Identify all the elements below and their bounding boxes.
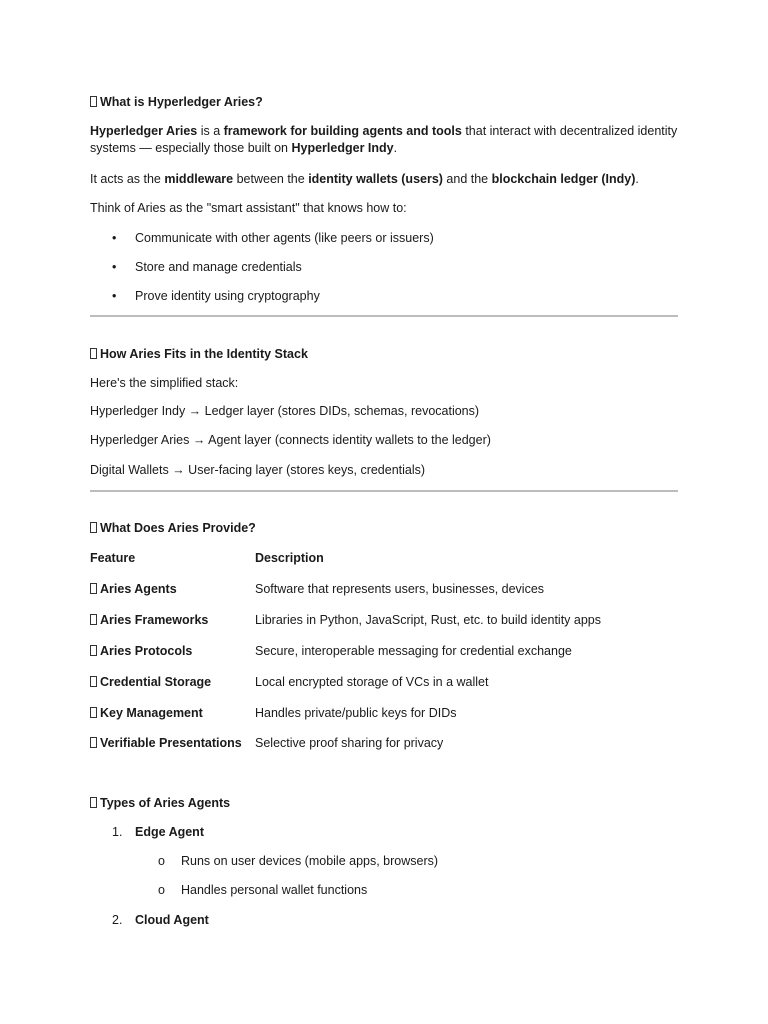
emoji-placeholder-icon — [90, 797, 97, 808]
section-heading-identity-stack: How Aries Fits in the Identity Stack — [90, 346, 680, 363]
table-row: Aries Agents Software that represents users, businesses, devices — [90, 581, 690, 599]
horizontal-divider — [90, 315, 678, 317]
numbered-item-edge-agent: 1. Edge Agent — [112, 825, 204, 839]
emoji-placeholder-icon — [90, 645, 97, 656]
section-heading-aries-provide: What Does Aries Provide? — [90, 520, 680, 537]
numbered-item-cloud-agent: 2. Cloud Agent — [112, 913, 209, 927]
table-row: Aries Frameworks Libraries in Python, JavaScript, Rust, etc. to build identity apps — [90, 612, 690, 630]
bullet-icon: • — [112, 260, 117, 274]
stack-line-aries: Hyperledger Aries → Agent layer (connects identity wallets to the ledger) — [90, 433, 491, 447]
emoji-placeholder-icon — [90, 707, 97, 718]
emoji-placeholder-icon — [90, 614, 97, 625]
emoji-placeholder-icon — [90, 522, 97, 533]
emoji-placeholder-icon — [90, 676, 97, 687]
list-item: o Handles personal wallet functions — [158, 883, 368, 897]
table-header-row — [90, 550, 690, 568]
list-item: o Runs on user devices (mobile apps, browsers) — [158, 854, 439, 868]
column-header-feature: Feature — [90, 551, 136, 565]
paragraph-middleware: It acts as the middleware between the identity wallets (users) and the blockchain ledger (Indy). — [90, 172, 639, 186]
emoji-placeholder-icon — [90, 348, 97, 359]
paragraph-intro: Hyperledger Aries is a framework for building agents and tools that interact with decentralized identity systems — especially those built on Hyperledger Indy. — [90, 124, 678, 155]
table-row: Key Management Handles private/public keys for DIDs — [90, 705, 690, 723]
horizontal-divider — [90, 490, 678, 492]
column-header-description: Description — [255, 551, 324, 565]
table-row: Verifiable Presentations Selective proof sharing for privacy — [90, 735, 690, 753]
emoji-placeholder-icon — [90, 96, 97, 107]
circle-bullet-icon: o — [158, 883, 165, 897]
table-row: Aries Protocols Secure, interoperable messaging for credential exchange — [90, 643, 690, 661]
emoji-placeholder-icon — [90, 583, 97, 594]
bullet-icon: • — [112, 289, 117, 303]
emoji-placeholder-icon — [90, 737, 97, 748]
stack-line-wallets: Digital Wallets → User-facing layer (stores keys, credentials) — [90, 463, 426, 477]
circle-bullet-icon: o — [158, 854, 165, 868]
paragraph-smart-assistant: Think of Aries as the "smart assistant" that knows how to: — [90, 201, 407, 215]
section-heading-what-is-aries: What is Hyperledger Aries? — [90, 94, 680, 111]
stack-intro: Here's the simplified stack: — [90, 376, 239, 390]
table-row: Credential Storage Local encrypted storage of VCs in a wallet — [90, 674, 690, 692]
stack-line-indy: Hyperledger Indy → Ledger layer (stores DIDs, schemas, revocations) — [90, 404, 480, 418]
document-page: What is Hyperledger Aries? Hyperledger Aries is a framework for building agents and tools that interact with decentralized identity systems — especially those built on Hyperledger Indy. It acts as the middleware between the identity wallets (users) and the blockchain ledger (Indy). Think of Aries as the "smart assistant" that knows how to: • Communicate with other agents (like peers or issuers) • Store and manage credentials • Prove identity using cryptography How Aries Fits in the Identity Stack Here's the simplified stack: Hyperledger Indy → Ledger layer (stores DIDs, schemas, revocations) Hyperledger Aries → Agent layer (connects identity wallets to the ledger) Digital Wallets → User-facing layer (stores keys, credentials) What Does Aries Provide? Feature Description Aries Agents Software that represents users, businesses, devices Aries Frameworks Libraries in Python, JavaScript, Rust, etc. to build identity apps Aries Protocols Secure, interoperable messaging for credential exchange Credential Storage Local encrypted storage of VCs in a wallet Key Management Handles private/public keys for DIDs Verifiable Presentations Selective proof sharing for privacy Types of Aries Agents 1. Edge Agent o Runs on user devices (mobile apps, browsers) o Handles personal wallet functions 2. Cloud Agent — [0, 0, 768, 1024]
section-heading-agent-types: Types of Aries Agents — [90, 795, 680, 812]
bullet-icon: • — [112, 231, 117, 245]
